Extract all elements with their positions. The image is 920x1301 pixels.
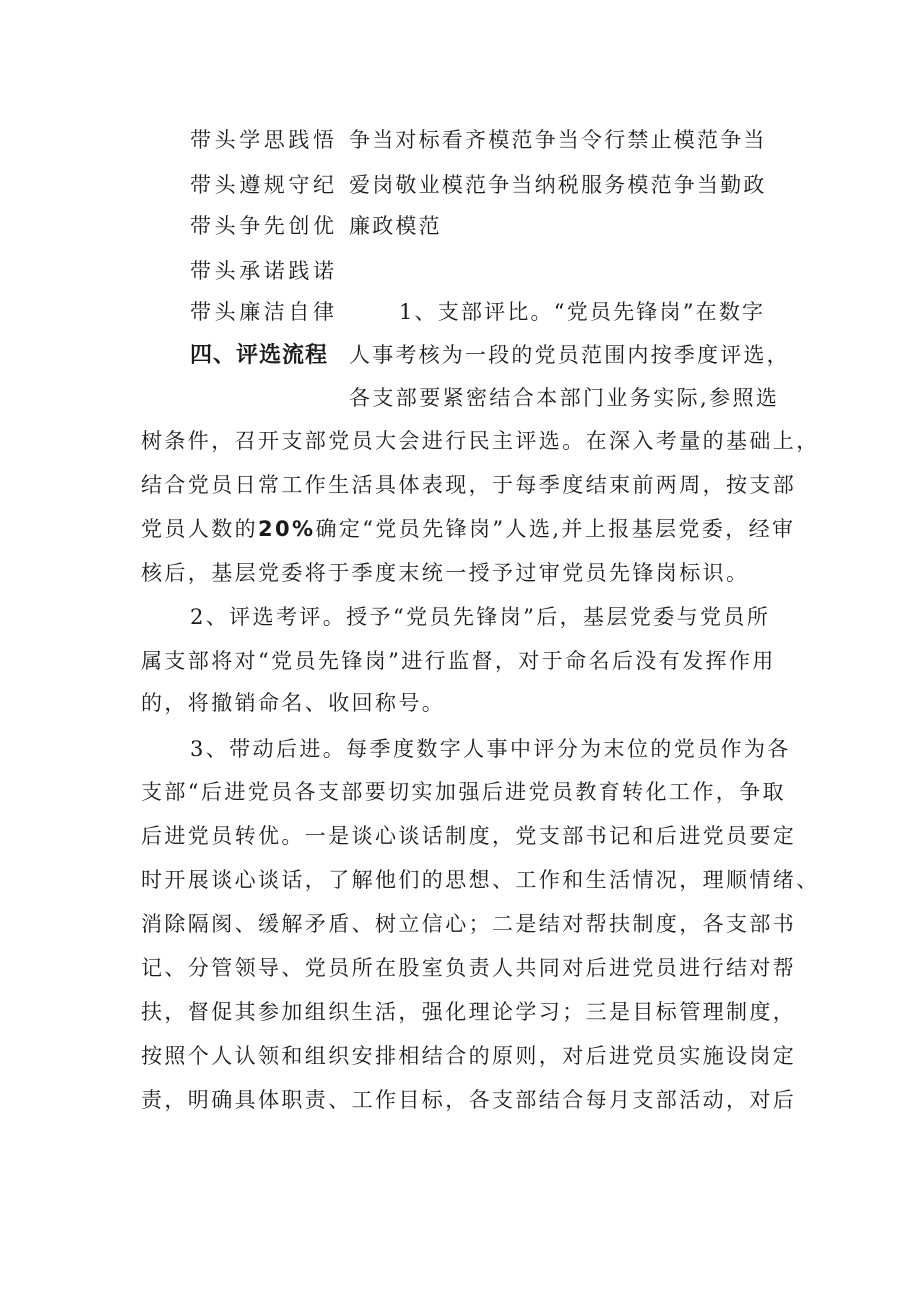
body-line: 时开展谈心谈话，了解他们的思想、工作和生活情况，理顺情绪、 bbox=[141, 868, 820, 892]
body-line: 责，明确具体职责、工作目标，各支部结合每月支部活动，对后 bbox=[141, 1088, 797, 1112]
body-line: 3、带动后进。每季度数字人事中评分为末位的党员作为各 bbox=[190, 737, 791, 761]
body-line-composite bbox=[141, 517, 795, 541]
right-column-line: 廉政模范 bbox=[349, 214, 442, 238]
body-line: 的，将撤销命名、收回称号。 bbox=[141, 691, 446, 715]
body-text: 确定“党员先锋岗”人选,并上报基层党委，经审 bbox=[315, 517, 796, 541]
body-line: 记、分管领导、党员所在股室负责人共同对后进党员进行结对帮 bbox=[141, 956, 797, 980]
body-line: 属支部将对“党员先锋岗”进行监督，对于命名后没有发挥作用 bbox=[141, 649, 776, 673]
body-text: 党员人数的 bbox=[141, 517, 258, 541]
right-column-line: 爱岗敬业模范争当纳税服务模范争当勤政 bbox=[349, 173, 767, 197]
body-line: 树条件，召开支部党员大会进行民主评选。在深入考量的基础上， bbox=[141, 429, 820, 453]
body-line: 后进党员转优。一是谈心谈话制度，党支部书记和后进党员要定 bbox=[141, 824, 797, 848]
left-column-item: 带头争先创优 bbox=[190, 214, 338, 238]
body-line: 扶，督促其参加组织生活，强化理论学习；三是目标管理制度， bbox=[141, 1000, 797, 1024]
body-line: 结合党员日常工作生活具体表现，于每季度结束前两周，按支部 bbox=[141, 473, 797, 497]
left-column-item: 带头承诺践诺 bbox=[190, 259, 338, 283]
left-column-item: 带头遵规守纪 bbox=[190, 173, 338, 197]
body-line: 核后，基层党委将于季度末统一授予过审党员先锋岗标识。 bbox=[141, 561, 750, 585]
body-line: 消除隔阂、缓解矛盾、树立信心；二是结对帮扶制度，各支部书 bbox=[141, 912, 797, 936]
percentage-value: 20% bbox=[258, 517, 316, 541]
left-column-item: 带头廉洁自律 bbox=[190, 300, 338, 324]
right-column-line: 人事考核为一段的党员范围内按季度评选， bbox=[349, 343, 790, 367]
right-column-line: 1、支部评比。“党员先锋岗”在数字 bbox=[399, 300, 766, 324]
left-column-item: 带头学思践悟 bbox=[190, 128, 338, 152]
body-line: 2、评选考评。授予“党员先锋岗”后，基层党委与党员所 bbox=[190, 605, 771, 629]
body-line: 按照个人认领和组织安排相结合的原则，对后进党员实施设岗定 bbox=[141, 1044, 797, 1068]
body-line: 支部“后进党员各支部要切实加强后进党员教育转化工作，争取 bbox=[141, 780, 786, 804]
right-column-line: 争当对标看齐模范争当令行禁止模范争当 bbox=[349, 128, 767, 152]
section-heading: 四、评选流程 bbox=[190, 343, 329, 368]
right-column-line: 各支部要紧密结合本部门业务实际,参照选 bbox=[349, 386, 780, 410]
